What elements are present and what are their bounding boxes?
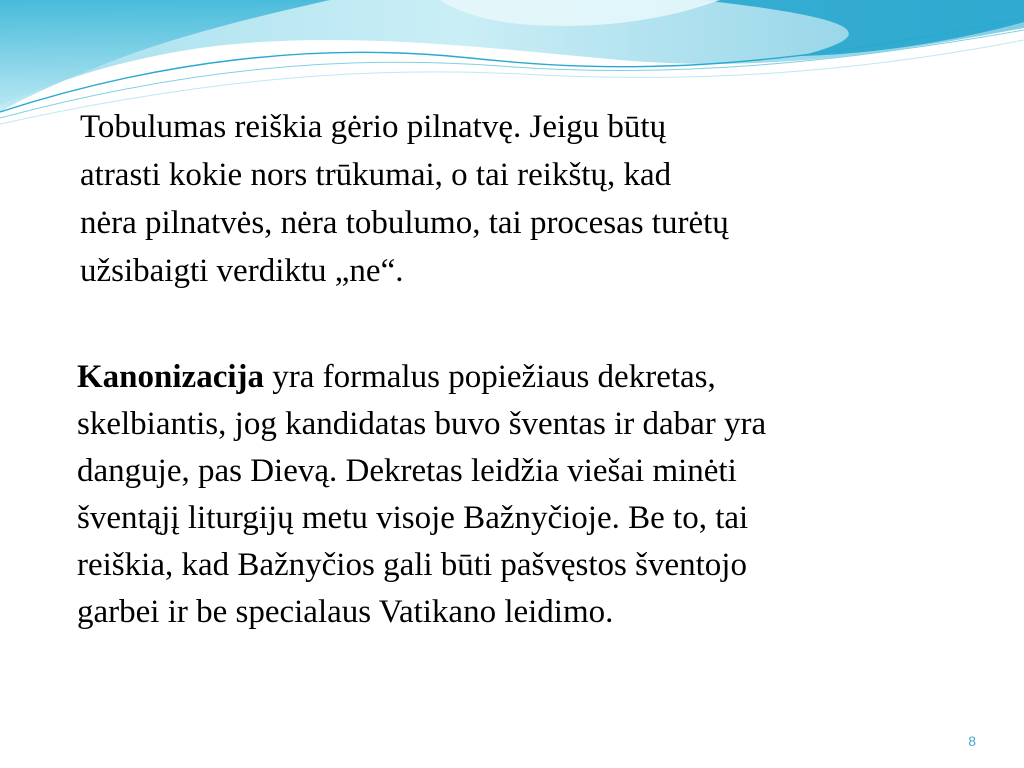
paragraph-perfection	[80, 103, 960, 295]
text-line: atrasti kokie nors trūkumai, o tai reikštų, kad	[80, 157, 672, 193]
text-line: skelbiantis, jog kandidatas buvo šventas ir dabar yra	[77, 406, 767, 442]
text-line: yra formalus popiežiaus dekretas,	[264, 359, 716, 395]
text-line: užsibaigti verdiktu „ne“.	[80, 253, 404, 289]
text-line: garbei ir be specialaus Vatikano leidimo.	[77, 594, 614, 630]
text-line: reiškia, kad Bažnyčios gali būti pašvęstos šventojo	[77, 547, 747, 583]
bold-term: Kanonizacija	[77, 359, 264, 395]
text-line: danguje, pas Dievą. Dekretas leidžia viešai minėti	[77, 453, 737, 489]
slide-number: 8	[968, 733, 976, 749]
text-line: nėra pilnatvės, nėra tobulumo, tai procesas turėtų	[80, 205, 729, 241]
paragraph-canonization	[77, 354, 977, 636]
text-line: Tobulumas reiškia gėrio pilnatvę. Jeigu būtų	[80, 109, 667, 145]
text-line: šventąjį liturgijų metu visoje Bažnyčioje. Be to, tai	[77, 500, 749, 536]
